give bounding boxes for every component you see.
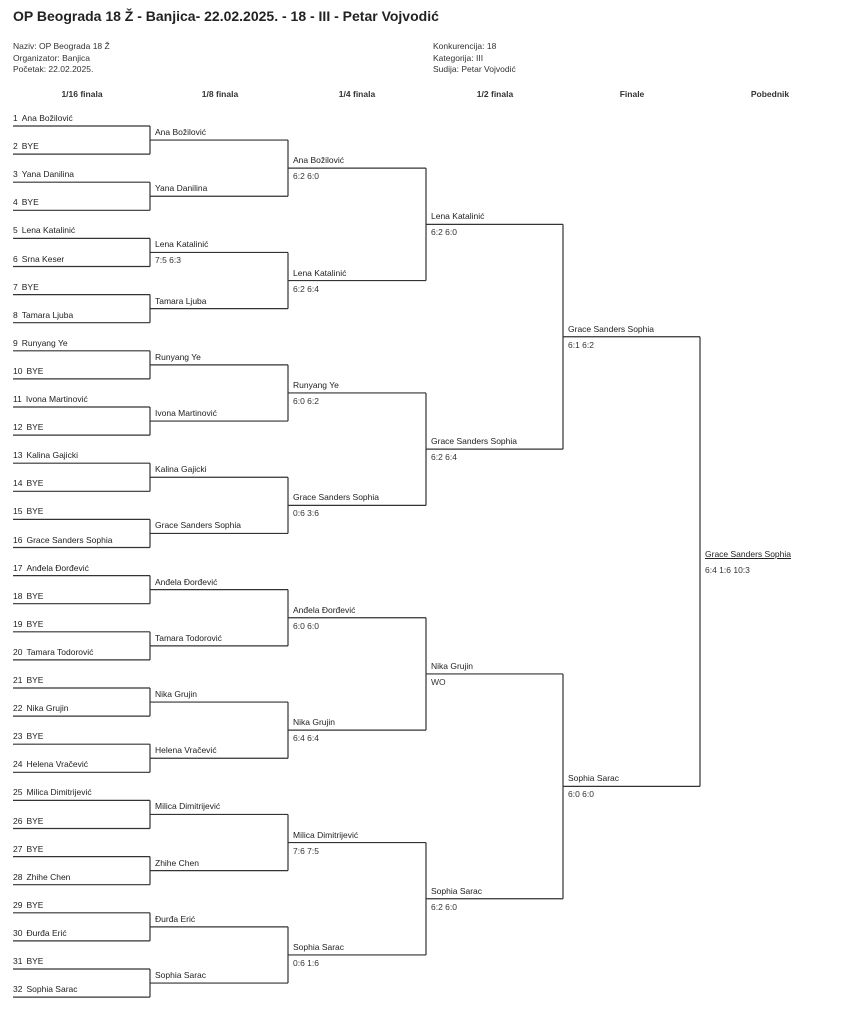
r1-entry xyxy=(13,703,69,713)
info-konkurencija: Konkurencija: 18 xyxy=(433,41,497,51)
player-name: Zhihe Chen xyxy=(26,871,71,882)
r5-score: 6:1 6:2 xyxy=(568,339,594,350)
r1-entry xyxy=(13,984,78,994)
player-name: Lena Katalinić xyxy=(21,225,76,236)
r1-entry xyxy=(13,844,43,854)
round-header-1-4: 1/4 finala xyxy=(338,89,376,99)
r3-score: 6:2 6:4 xyxy=(293,283,319,294)
r1-entry xyxy=(13,254,64,264)
seed-number: 7 xyxy=(13,281,18,292)
r3-score: 0:6 3:6 xyxy=(293,508,319,519)
champion-name: Grace Sanders Sophia xyxy=(705,548,791,559)
player-name: Ivona Martinović xyxy=(25,394,88,404)
seed-number: 21 xyxy=(13,675,23,685)
seed-number: 28 xyxy=(13,871,23,882)
seed-number: 9 xyxy=(13,337,18,348)
player-name: Anđela Đorđević xyxy=(26,562,89,573)
r4-score: 6:2 6:4 xyxy=(431,452,457,463)
seed-number: 3 xyxy=(13,169,18,180)
r3-winner-name: Ana Božilović xyxy=(293,155,345,166)
r3-score: 7:6 7:5 xyxy=(293,845,319,856)
r1-entry xyxy=(13,759,88,769)
player-name: BYE xyxy=(26,731,44,742)
player-name: BYE xyxy=(26,365,44,376)
info-sudija: Sudija: Petar Vojvodić xyxy=(433,64,516,74)
seed-number: 11 xyxy=(13,394,22,404)
r3-winner-name: Lena Katalinić xyxy=(293,267,347,278)
r5-score: 6:0 6:0 xyxy=(568,789,594,800)
player-name: BYE xyxy=(26,815,44,826)
r1-entry xyxy=(13,338,68,348)
champion-score: 6:4 1:6 10:3 xyxy=(705,564,750,575)
seed-number: 23 xyxy=(13,731,23,742)
player-name: BYE xyxy=(21,141,39,152)
r1-entry xyxy=(13,141,39,151)
r1-entry xyxy=(13,675,43,685)
round-header-pobednik: Pobednik xyxy=(750,89,790,99)
r1-entry xyxy=(13,169,74,179)
r2-winner-name: Yana Danilina xyxy=(155,183,208,194)
r5-winner-name: Sophia Sarac xyxy=(568,773,620,784)
seed-number: 30 xyxy=(13,927,23,938)
seed-number: 13 xyxy=(13,450,23,461)
r2-winner-name: Sophia Sarac xyxy=(155,970,207,981)
player-name: BYE xyxy=(26,956,44,966)
r4-winner-name: Nika Grujin xyxy=(431,660,474,671)
r1-entry xyxy=(13,197,39,207)
player-name: Sophia Sarac xyxy=(26,984,78,995)
r1-entry xyxy=(13,900,43,910)
player-name: BYE xyxy=(21,281,39,292)
seed-number: 14 xyxy=(13,478,23,489)
r3-score: 6:4 6:4 xyxy=(293,733,319,744)
r2-winner-name: Ivona Martinović xyxy=(155,408,217,419)
r1-entry xyxy=(13,956,43,966)
r4-winner-name: Grace Sanders Sophia xyxy=(431,436,517,447)
player-name: Runyang Ye xyxy=(21,337,68,348)
seed-number: 27 xyxy=(13,843,23,854)
r1-entry xyxy=(13,310,73,320)
r1-entry xyxy=(13,928,67,938)
seed-number: 10 xyxy=(13,365,23,376)
seed-number: 17 xyxy=(13,562,23,573)
r1-entry xyxy=(13,563,89,573)
seed-number: 25 xyxy=(13,787,23,798)
player-name: Grace Sanders Sophia xyxy=(26,534,113,545)
r2-winner-name: Milica Dimitrijević xyxy=(155,801,221,812)
player-name: BYE xyxy=(26,899,44,910)
seed-number: 22 xyxy=(13,703,23,714)
r3-winner-name: Grace Sanders Sophia xyxy=(293,492,379,503)
seed-number: 8 xyxy=(13,309,18,320)
r1-entry xyxy=(13,535,112,545)
r1-entry xyxy=(13,619,43,629)
r1-entry xyxy=(13,506,43,516)
player-name: Helena Vračević xyxy=(26,759,89,770)
r3-score: 0:6 1:6 xyxy=(293,957,319,968)
player-name: BYE xyxy=(26,478,44,489)
player-name: Kalina Gajicki xyxy=(26,450,78,461)
round-header-1-2: 1/2 finala xyxy=(476,89,514,99)
player-name: Ana Božilović xyxy=(21,113,73,123)
r1-entry xyxy=(13,816,43,826)
r2-winner-name: Helena Vračević xyxy=(155,745,217,756)
info-naziv: Naziv: OP Beograda 18 Ž xyxy=(13,41,110,51)
r4-winner-name: Lena Katalinić xyxy=(431,211,485,222)
r1-entry xyxy=(13,731,43,741)
r2-winner-name: Kalina Gajicki xyxy=(155,464,207,475)
info-organizator: Organizator: Banjica xyxy=(13,52,91,63)
player-name: Srna Keser xyxy=(21,253,65,264)
player-name: BYE xyxy=(26,590,44,601)
r2-winner-name: Nika Grujin xyxy=(155,689,198,700)
info-kategorija: Kategorija: III xyxy=(433,52,484,63)
player-name: BYE xyxy=(26,422,44,433)
seed-number: 31 xyxy=(13,956,23,966)
seed-number: 20 xyxy=(13,646,23,657)
r1-entry xyxy=(13,478,43,488)
round-header-1-8: 1/8 finala xyxy=(201,89,239,99)
seed-number: 32 xyxy=(13,984,23,995)
seed-number: 24 xyxy=(13,759,23,770)
r5-winner-name: Grace Sanders Sophia xyxy=(568,323,654,334)
player-name: BYE xyxy=(26,675,44,685)
seed-number: 19 xyxy=(13,618,23,629)
r4-winner-name: Sophia Sarac xyxy=(431,885,483,896)
player-name: BYE xyxy=(26,843,44,854)
r1-entry xyxy=(13,647,93,657)
seed-number: 12 xyxy=(13,422,23,433)
player-name: Đurđa Erić xyxy=(26,927,67,938)
r2-winner-name: Grace Sanders Sophia xyxy=(155,520,241,531)
seed-number: 4 xyxy=(13,197,18,208)
r3-score: 6:0 6:0 xyxy=(293,620,319,631)
seed-number: 18 xyxy=(13,590,23,601)
seed-number: 26 xyxy=(13,815,23,826)
r2-winner-name: Tamara Ljuba xyxy=(155,295,207,306)
r1-entry xyxy=(13,366,43,376)
player-name: Tamara Ljuba xyxy=(21,309,74,320)
r3-winner-name: Nika Grujin xyxy=(293,717,336,728)
seed-number: 6 xyxy=(13,253,18,264)
r1-entry xyxy=(13,787,92,797)
r1-entry xyxy=(13,591,43,601)
r4-score: 6:2 6:0 xyxy=(431,227,457,238)
r2-winner-name: Tamara Todorović xyxy=(155,632,222,643)
seed-number: 1 xyxy=(13,113,18,123)
player-name: BYE xyxy=(26,506,44,517)
r2-winner-name: Runyang Ye xyxy=(155,351,201,362)
r1-entry xyxy=(13,872,70,882)
r2-score: 7:5 6:3 xyxy=(155,255,181,266)
player-name: Yana Danilina xyxy=(21,169,75,180)
r1-entry xyxy=(13,113,73,123)
player-name: Nika Grujin xyxy=(26,703,69,714)
r2-winner-name: Lena Katalinić xyxy=(155,239,209,250)
seed-number: 16 xyxy=(13,534,23,545)
player-name: BYE xyxy=(21,197,39,208)
r3-score: 6:0 6:2 xyxy=(293,395,319,406)
seed-number: 29 xyxy=(13,899,23,910)
r1-entry xyxy=(13,394,88,404)
r2-winner-name: Ana Božilović xyxy=(155,127,207,138)
r2-winner-name: Zhihe Chen xyxy=(155,857,199,868)
r2-winner-name: Anđela Đorđević xyxy=(155,576,218,587)
seed-number: 5 xyxy=(13,225,18,236)
r3-winner-name: Anđela Đorđević xyxy=(293,604,356,615)
round-header-1-16: 1/16 finala xyxy=(61,89,103,99)
page-title: OP Beograda 18 Ž - Banjica- 22.02.2025. - 18 - III - Petar Vojvodić xyxy=(13,8,439,24)
round-header-finale: Finale xyxy=(619,89,645,99)
r4-score: WO xyxy=(431,676,446,687)
r1-entry xyxy=(13,225,75,235)
seed-number: 2 xyxy=(13,141,18,152)
r3-winner-name: Sophia Sarac xyxy=(293,941,345,952)
player-name: Tamara Todorović xyxy=(26,646,94,657)
r2-winner-name: Đurđa Erić xyxy=(155,913,196,924)
r1-entry xyxy=(13,282,39,292)
player-name: Milica Dimitrijević xyxy=(26,787,92,798)
seed-number: 15 xyxy=(13,506,23,517)
r4-score: 6:2 6:0 xyxy=(431,901,457,912)
r3-winner-name: Milica Dimitrijević xyxy=(293,829,359,840)
info-pocetak: Početak: 22.02.2025. xyxy=(13,64,94,74)
r3-winner-name: Runyang Ye xyxy=(293,379,339,390)
r1-entry xyxy=(13,422,43,432)
r1-entry xyxy=(13,450,78,460)
player-name: BYE xyxy=(26,618,44,629)
r3-score: 6:2 6:0 xyxy=(293,171,319,182)
